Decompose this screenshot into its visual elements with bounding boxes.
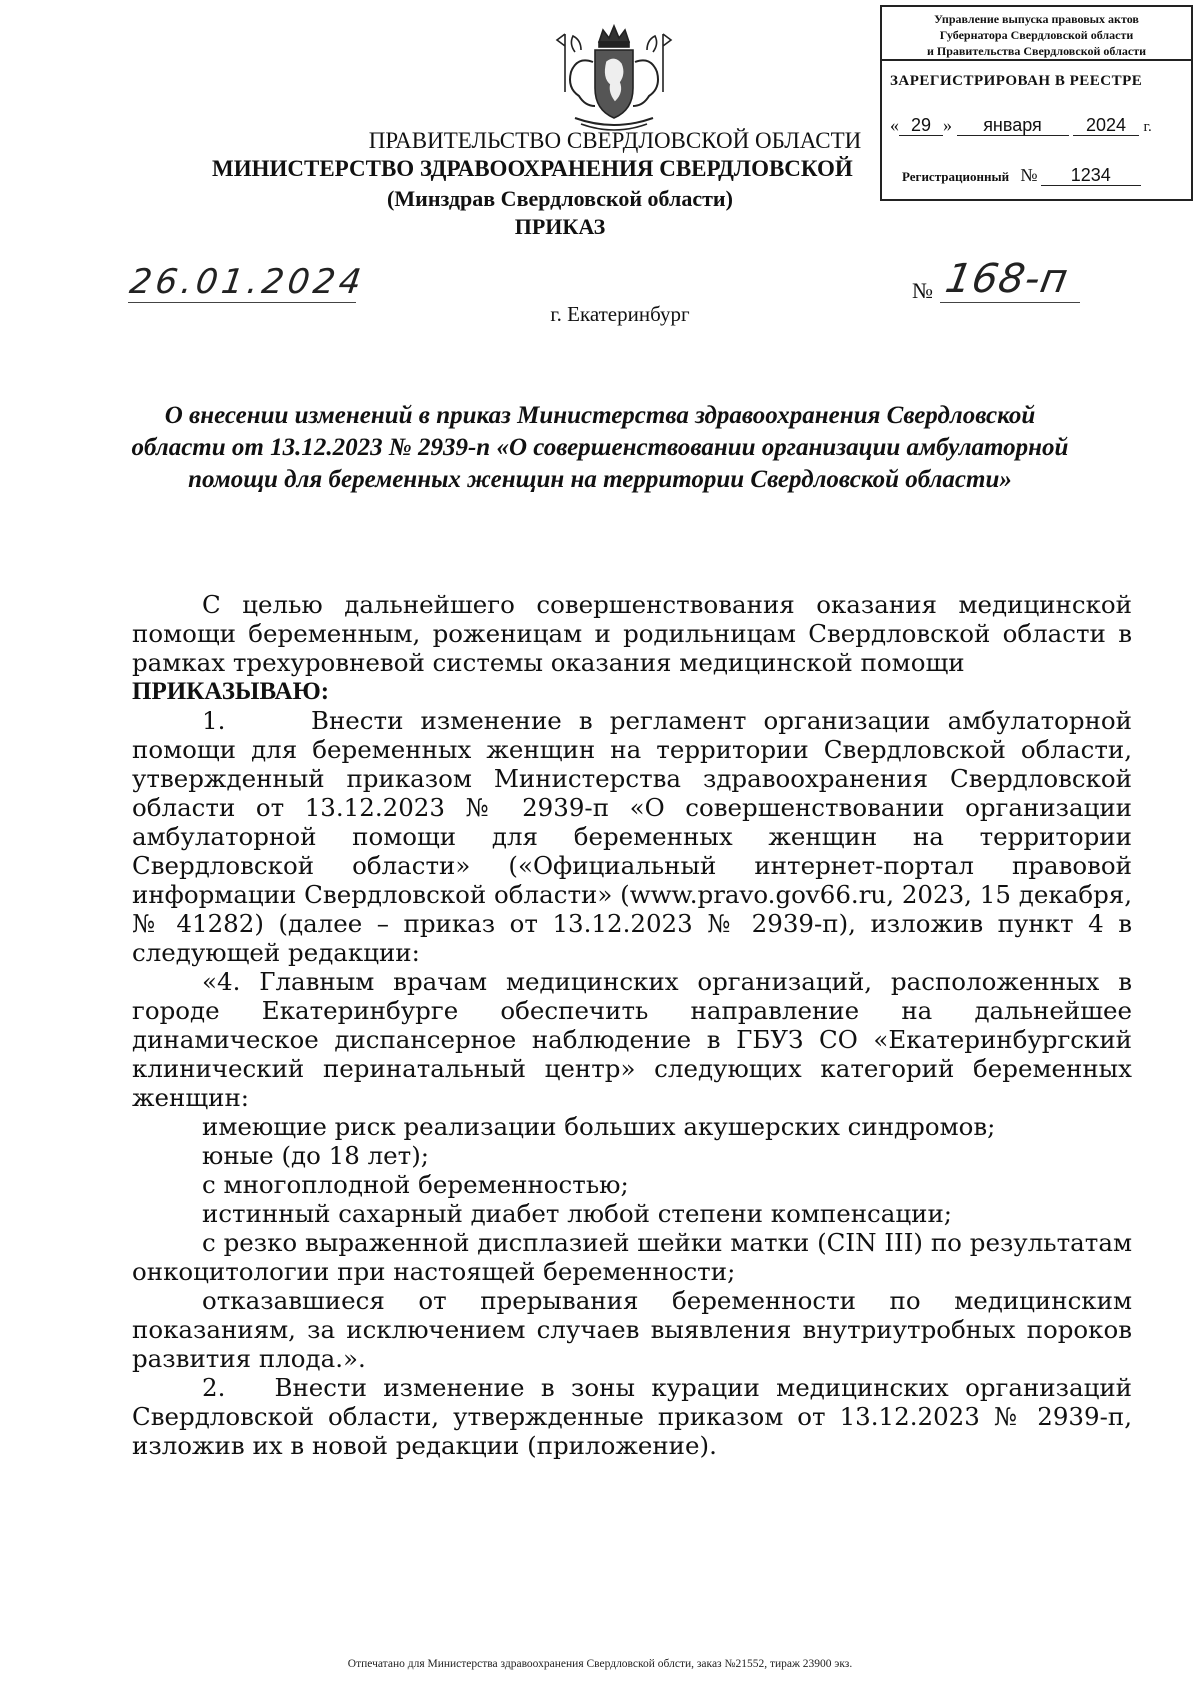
stamp-org-line: Управление выпуска правовых актов [934,12,1139,26]
handwritten-number: 168-п [941,256,1072,302]
list-item: с многоплодной беременностью; [202,1170,629,1199]
stamp-reg-number-row [902,165,1141,186]
stamp-reg-number: 1234 [1041,165,1141,186]
registry-stamp [880,5,1193,201]
city: г. Екатеринбург [550,302,690,326]
number-sign: № [912,278,933,303]
ministry-name: МИНИСТЕРСТВО ЗДРАВООХРАНЕНИЯ СВЕРДЛОВСКОЙ [212,156,853,181]
stamp-date-row [890,115,1190,136]
list-item: юные (до 18 лет); [202,1141,430,1170]
list-item: имеющие риск реализации больших акушерских синдромов; [202,1112,996,1141]
list-item: отказавшиеся от прерывания беременности по медицинским показаниям, за исключением случаев выявления внутриутробных пороков развития плода.». [132,1286,1132,1373]
category-list [132,1112,1132,1228]
stamp-reg-no-sign: № [1020,165,1038,185]
date-underline [128,302,356,303]
number-underline [940,302,1080,303]
handwritten-date: 26.01.2024 [127,262,368,302]
stamp-registered-label: ЗАРЕГИСТРИРОВАН В РЕЕСТРЕ [890,73,1143,89]
stamp-year-suffix: г. [1143,119,1152,135]
stamp-header [882,7,1191,61]
stamp-day: 29 [899,115,943,136]
coat-of-arms-icon [555,22,673,134]
stamp-year: 2024 [1073,115,1139,136]
document-title: О внесении изменений в приказ Министерства здравоохранения Свердловской области от 13.12.2023 № 2939-п «О совершенствовании организации амбулаторной помощи для беременных женщин на территории Свердловской области» [131,402,1069,493]
document-type: ПРИКАЗ [514,214,606,239]
print-footer: Отпечатано для Министерства здравоохранения Свердловской облсти, заказ №21552, тираж 23900 экз. [347,1658,853,1670]
stamp-month: января [957,115,1069,136]
point-4-paragraph: «4. Главным врачам медицинских организаций, расположенных в городе Екатеринбурге обеспечить направление на дальнейшее динамическое диспансерное наблюдение в ГБУЗ СО «Екатеринбургский клинический перинатальный центр» следующих категорий беременных женщин: [132,967,1132,1112]
item-2-paragraph: 2. Внести изменение в зоны курации медицинских организаций Свердловской области, утвержденные приказом от 13.12.2023 № 2939-п, изложив их в новой редакции (приложение). [132,1373,1132,1460]
government-name: ПРАВИТЕЛЬСТВО СВЕРДЛОВСКОЙ ОБЛАСТИ [368,128,862,153]
stamp-quote-open: « [890,115,899,135]
stamp-quote-close: » [943,115,952,135]
item-1-paragraph: 1. Внести изменение в регламент организации амбулаторной помощи для беременных женщин на территории Свердловской области, утвержденный приказом Министерства здравоохранения Свердловской области от 13.12.2023 № 2939-п «О совершенствовании организации амбулаторной помощи для беременных женщин на территории Свердловской области» («Официальный интернет-портал правовой информации Свердловской области» (www.pravo.gov66.ru, 2023, 15 декабря, № 41282) (далее – приказ от 13.12.2023 № 2939-п), изложив пункт 4 в следующей редакции: [132,706,1132,967]
order-word: ПРИКАЗЫВАЮ: [132,678,330,705]
stamp-org-line: Губернатора Свердловской области [939,28,1134,42]
ministry-short-name: (Минздрав Свердловской области) [387,186,733,211]
stamp-org-line: и Правительства Свердловской области [927,44,1146,58]
list-item: с резко выраженной дисплазией шейки матки (CIN III) по результатам онкоцитологии при настоящей беременности; [132,1228,1132,1286]
intro-paragraph: С целью дальнейшего совершенствования оказания медицинской помощи беременным, роженицам и родильницам Свердловской области в рамках трехуровневой системы оказания медицинской помощи [132,590,1132,677]
list-item: истинный сахарный диабет любой степени компенсации; [202,1199,953,1228]
stamp-reg-label: Регистрационный [902,169,1010,184]
document-body [132,590,1132,1460]
